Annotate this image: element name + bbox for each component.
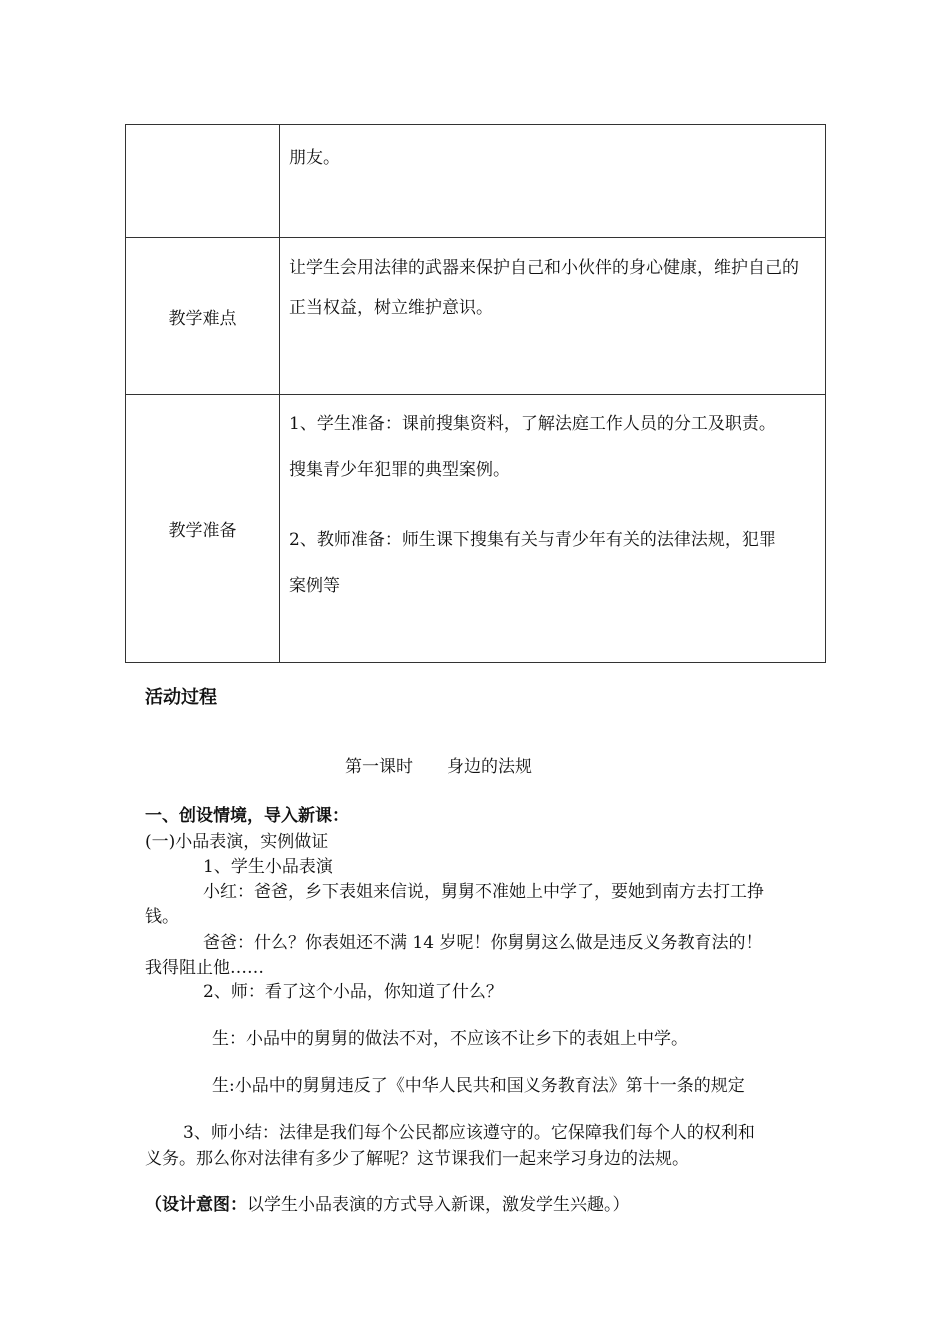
row-text: 让学生会用法律的武器来保护自己和小伙伴的身心健康，维护自己的正当权益，树立维护意识。 (289, 258, 799, 318)
prep-line: 搜集青少年犯罪的典型案例。 (289, 460, 510, 480)
step-3-cont: 义务。那么你对法律有多少了解呢？这节课我们一起来学习身边的法规。 (145, 1149, 689, 1169)
prep-line: 1、学生准备：课前搜集资料，了解法庭工作人员的分工及职责。 (289, 414, 776, 434)
row-content (280, 395, 826, 663)
student-answer-1: 生：小品中的舅舅的做法不对，不应该不让乡下的表姐上中学。 (212, 1029, 688, 1049)
table-row (126, 395, 826, 663)
section-heading: 一、创设情境，导入新课： (145, 806, 349, 826)
prep-line: 案例等 (289, 576, 340, 596)
table-row (126, 238, 826, 395)
row-content (280, 125, 826, 238)
step-3: 3、师小结：法律是我们每个公民都应该遵守的。它保障我们每个人的权利和 (183, 1123, 755, 1143)
student-answer-2: 生:小品中的舅舅违反了《中华人民共和国义务教育法》第十一条的规定 (212, 1076, 745, 1096)
row-text: 朋友。 (289, 148, 340, 168)
row-label-teaching-preparation: 教学准备 (126, 395, 280, 663)
prep-line: 2、教师准备：师生课下搜集有关与青少年有关的法律法规，犯罪 (289, 530, 776, 550)
lesson-plan-table (125, 124, 826, 663)
design-intent-text: 以学生小品表演的方式导入新课，激发学生兴趣。） (247, 1195, 630, 1215)
dialogue-xiaohong: 小红：爸爸，乡下表姐来信说，舅舅不准她上中学了，要她到南方去打工挣 (203, 882, 764, 902)
row-content (280, 238, 826, 395)
design-intent-label: （设计意图： (145, 1195, 247, 1215)
lesson-title: 第一课时 身边的法规 (345, 757, 532, 777)
activity-heading: 活动过程 (145, 687, 217, 708)
step-2: 2、师：看了这个小品，你知道了什么？ (203, 982, 503, 1002)
dialogue-baba: 爸爸：什么？你表姐还不满 14 岁呢！你舅舅这么做是违反义务教育法的！ (203, 933, 763, 953)
dialogue-xiaohong-cont: 钱。 (145, 907, 179, 927)
design-intent (145, 1190, 630, 1215)
step-1: 1、学生小品表演 (203, 857, 333, 877)
subsection-heading: (一)小品表演，实例做证 (145, 832, 329, 852)
table-row (126, 125, 826, 238)
dialogue-baba-cont: 我得阻止他…… (145, 958, 264, 978)
row-label-teaching-difficulty: 教学难点 (126, 238, 280, 395)
row-label (126, 125, 280, 238)
